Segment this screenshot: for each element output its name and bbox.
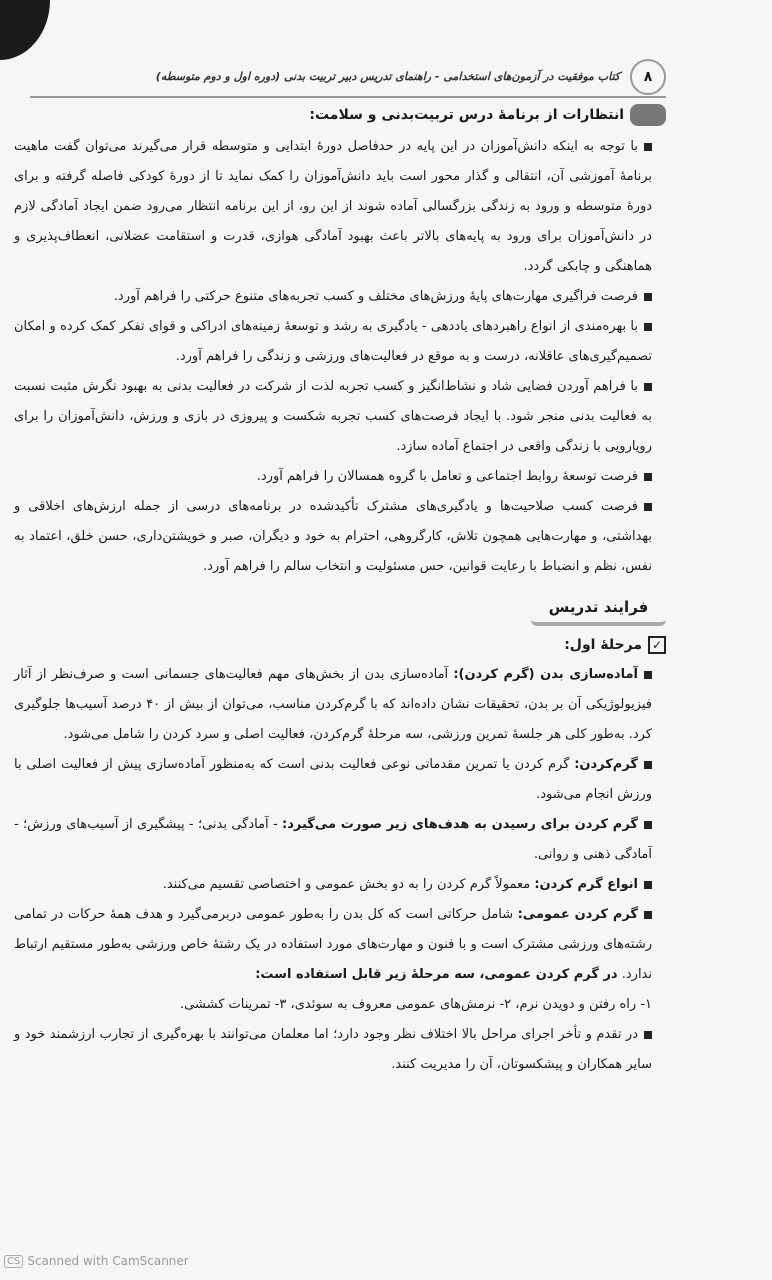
paragraph: گرم کردن عمومی: شامل حرکاتی است که کل بدن را به‌طور عمومی دربرمی‌گیرد و هدف همهٔ حرکات در تمامی رشته‌های ورزشی مشترک است و با فنون و مهارت‌های مورد استفاده در یک رشتهٔ خاص ورزشی به‌طور مستقیم ارتباط ندارد. در گرم کردن عمومی، سه مرحلهٔ زیر قابل استفاده است:	[14, 907, 652, 982]
section-heading	[14, 100, 666, 130]
paragraph: در تقدم و تأخر اجرای مراحل بالا اختلاف نظر وجود دارد؛ اما معلمان می‌توانند با بهره‌گیری از تجارب ارزشمند خود و سایر همکاران و پیشکسوتان، آن را مدیریت کنند.	[14, 1027, 652, 1072]
scan-shadow-corner	[0, 0, 50, 60]
paragraph: فرصت فراگیری مهارت‌های پایهٔ ورزش‌های مختلف و کسب تجربه‌های متنوع حرکتی را فراهم آورد.	[14, 282, 666, 312]
running-header-bar	[30, 58, 666, 98]
page-number: ۸	[630, 59, 666, 95]
page-body	[14, 100, 666, 1080]
paragraph: آماده‌سازی بدن (گرم کردن): آماده‌سازی بدن از بخش‌های مهم فعالیت‌های جسمانی است و صرف‌نظر از آثار فیزیولوژیکی آن بر بدن، تحقیقات نشان داده‌اند که با گرم‌کردن مناسب، می‌توان از بیش از ۴۰ درصد آسیب‌ها جلوگیری کرد. به‌طور کلی هر جلسهٔ تمرین ورزشی، سه مرحلهٔ گرم‌کردن، فعالیت اصلی و سرد کردن را شامل می‌شود.	[14, 667, 652, 742]
paragraph: گرم کردن برای رسیدن به هدف‌های زیر صورت می‌گیرد: - آمادگی بدنی؛ - پیشگیری از آسیب‌های ورزش؛ - آمادگی ذهنی و روانی.	[14, 817, 652, 862]
bullet-icon	[644, 881, 652, 889]
bullet-icon	[644, 503, 652, 511]
bullet-icon	[644, 473, 652, 481]
paragraph: با بهره‌مندی از انواع راهبردهای یاددهی - یادگیری به رشد و توسعهٔ زمینه‌های ادراکی و قوای تفکر کمک کرده و امکان تصمیم‌گیری‌های عاقلانه، درست و به موقع در فعالیت‌های ورزشی و زندگی را فراهم آورد.	[14, 319, 652, 364]
section-title-tab: فرایند تدریس	[531, 592, 666, 626]
paragraph: انواع گرم کردن: معمولاً گرم کردن را به دو بخش عمومی و اختصاصی تقسیم می‌کنند.	[14, 870, 666, 900]
paragraph: با فراهم آوردن فضایی شاد و نشاط‌انگیز و کسب تجربه لذت از شرکت در فعالیت بدنی به بهبود نگرش مثبت نسبت به فعالیت بدنی منجر شود. با ایجاد فرصت‌های کسب تجربه شکست و پیروزی در بازی و ورزش، دانش‌آموزان را برای رویارویی با زندگی واقعی در اجتماع آماده سازد.	[14, 379, 652, 454]
checkbox-checked-icon: ✓	[648, 636, 666, 654]
bullet-icon	[644, 761, 652, 769]
bullet-icon	[644, 911, 652, 919]
bullet-icon	[644, 383, 652, 391]
paragraph: فرصت کسب صلاحیت‌ها و یادگیری‌های مشترک تأکیدشده در برنامه‌های درسی از جمله ارزش‌های اخلاقی و بهداشتی، و مهارت‌هایی همچون تلاش، کارگروهی، احترام به خود و دیگران، صبر و خویشتن‌داری، حسن خلق، اعتماد به نفس، نظم و انضباط با رعایت قوانین، حس مسئولیت و انتخاب سالم را فراهم آورد.	[14, 499, 653, 574]
camscanner-logo: CS	[4, 1255, 23, 1268]
bullet-icon	[644, 1031, 652, 1039]
bullet-icon	[644, 293, 652, 301]
bullet-icon	[644, 323, 652, 331]
watermark-text: Scanned with CamScanner	[27, 1254, 189, 1268]
list-line: ۱- راه رفتن و دویدن نرم، ۲- نرمش‌های عمومی معروف به سوئدی، ۳- تمرینات کششی.	[180, 997, 652, 1012]
scanner-watermark	[4, 1254, 189, 1268]
section-title: انتظارات از برنامهٔ درس تربیت‌بدنی و سلامت:	[309, 107, 624, 123]
paragraph: گرم‌کردن: گرم کردن یا تمرین مقدماتی نوعی فعالیت بدنی است که به‌منظور آماده‌سازی پیش از فعالیت اصلی با ورزش انجام می‌شود.	[14, 757, 652, 802]
bullet-icon	[644, 143, 652, 151]
bullet-icon	[644, 821, 652, 829]
running-header: کتاب موفقیت در آزمون‌های استخدامی - راهنمای تدریس دبیر تربیت بدنی (دوره اول و دوم متوسطه)	[155, 70, 620, 83]
section-icon	[630, 104, 666, 126]
paragraph: با توجه به اینکه دانش‌آموزان در این پایه در حدفاصل دورهٔ ابتدایی و متوسطه قرار می‌گیرند می‌توان گفت ماهیت برنامهٔ آموزشی آن، انتقالی و گذار محور است باید دانش‌آموزان را کمک نماید تا از دورهٔ کودکی فاصله گرفته و برای دورهٔ متوسطه و ورود به زندگی بزرگسالی آماده شوند از این رو، از این برنامه انتظار می‌رود ضمن ایجاد آمادگی لازم در دانش‌آموزان برای ورود به پایه‌های بالاتر باعث بهبود آمادگی هوازی، قدرت و استقامت عضلانی، انعطاف‌پذیری و هماهنگی و چابکی گردد.	[14, 139, 653, 274]
stage-heading: ✓مرحلهٔ اول:	[14, 630, 666, 660]
bullet-icon	[644, 671, 652, 679]
paragraph: فرصت توسعهٔ روابط اجتماعی و تعامل با گروه همسالان را فراهم آورد.	[14, 462, 666, 492]
